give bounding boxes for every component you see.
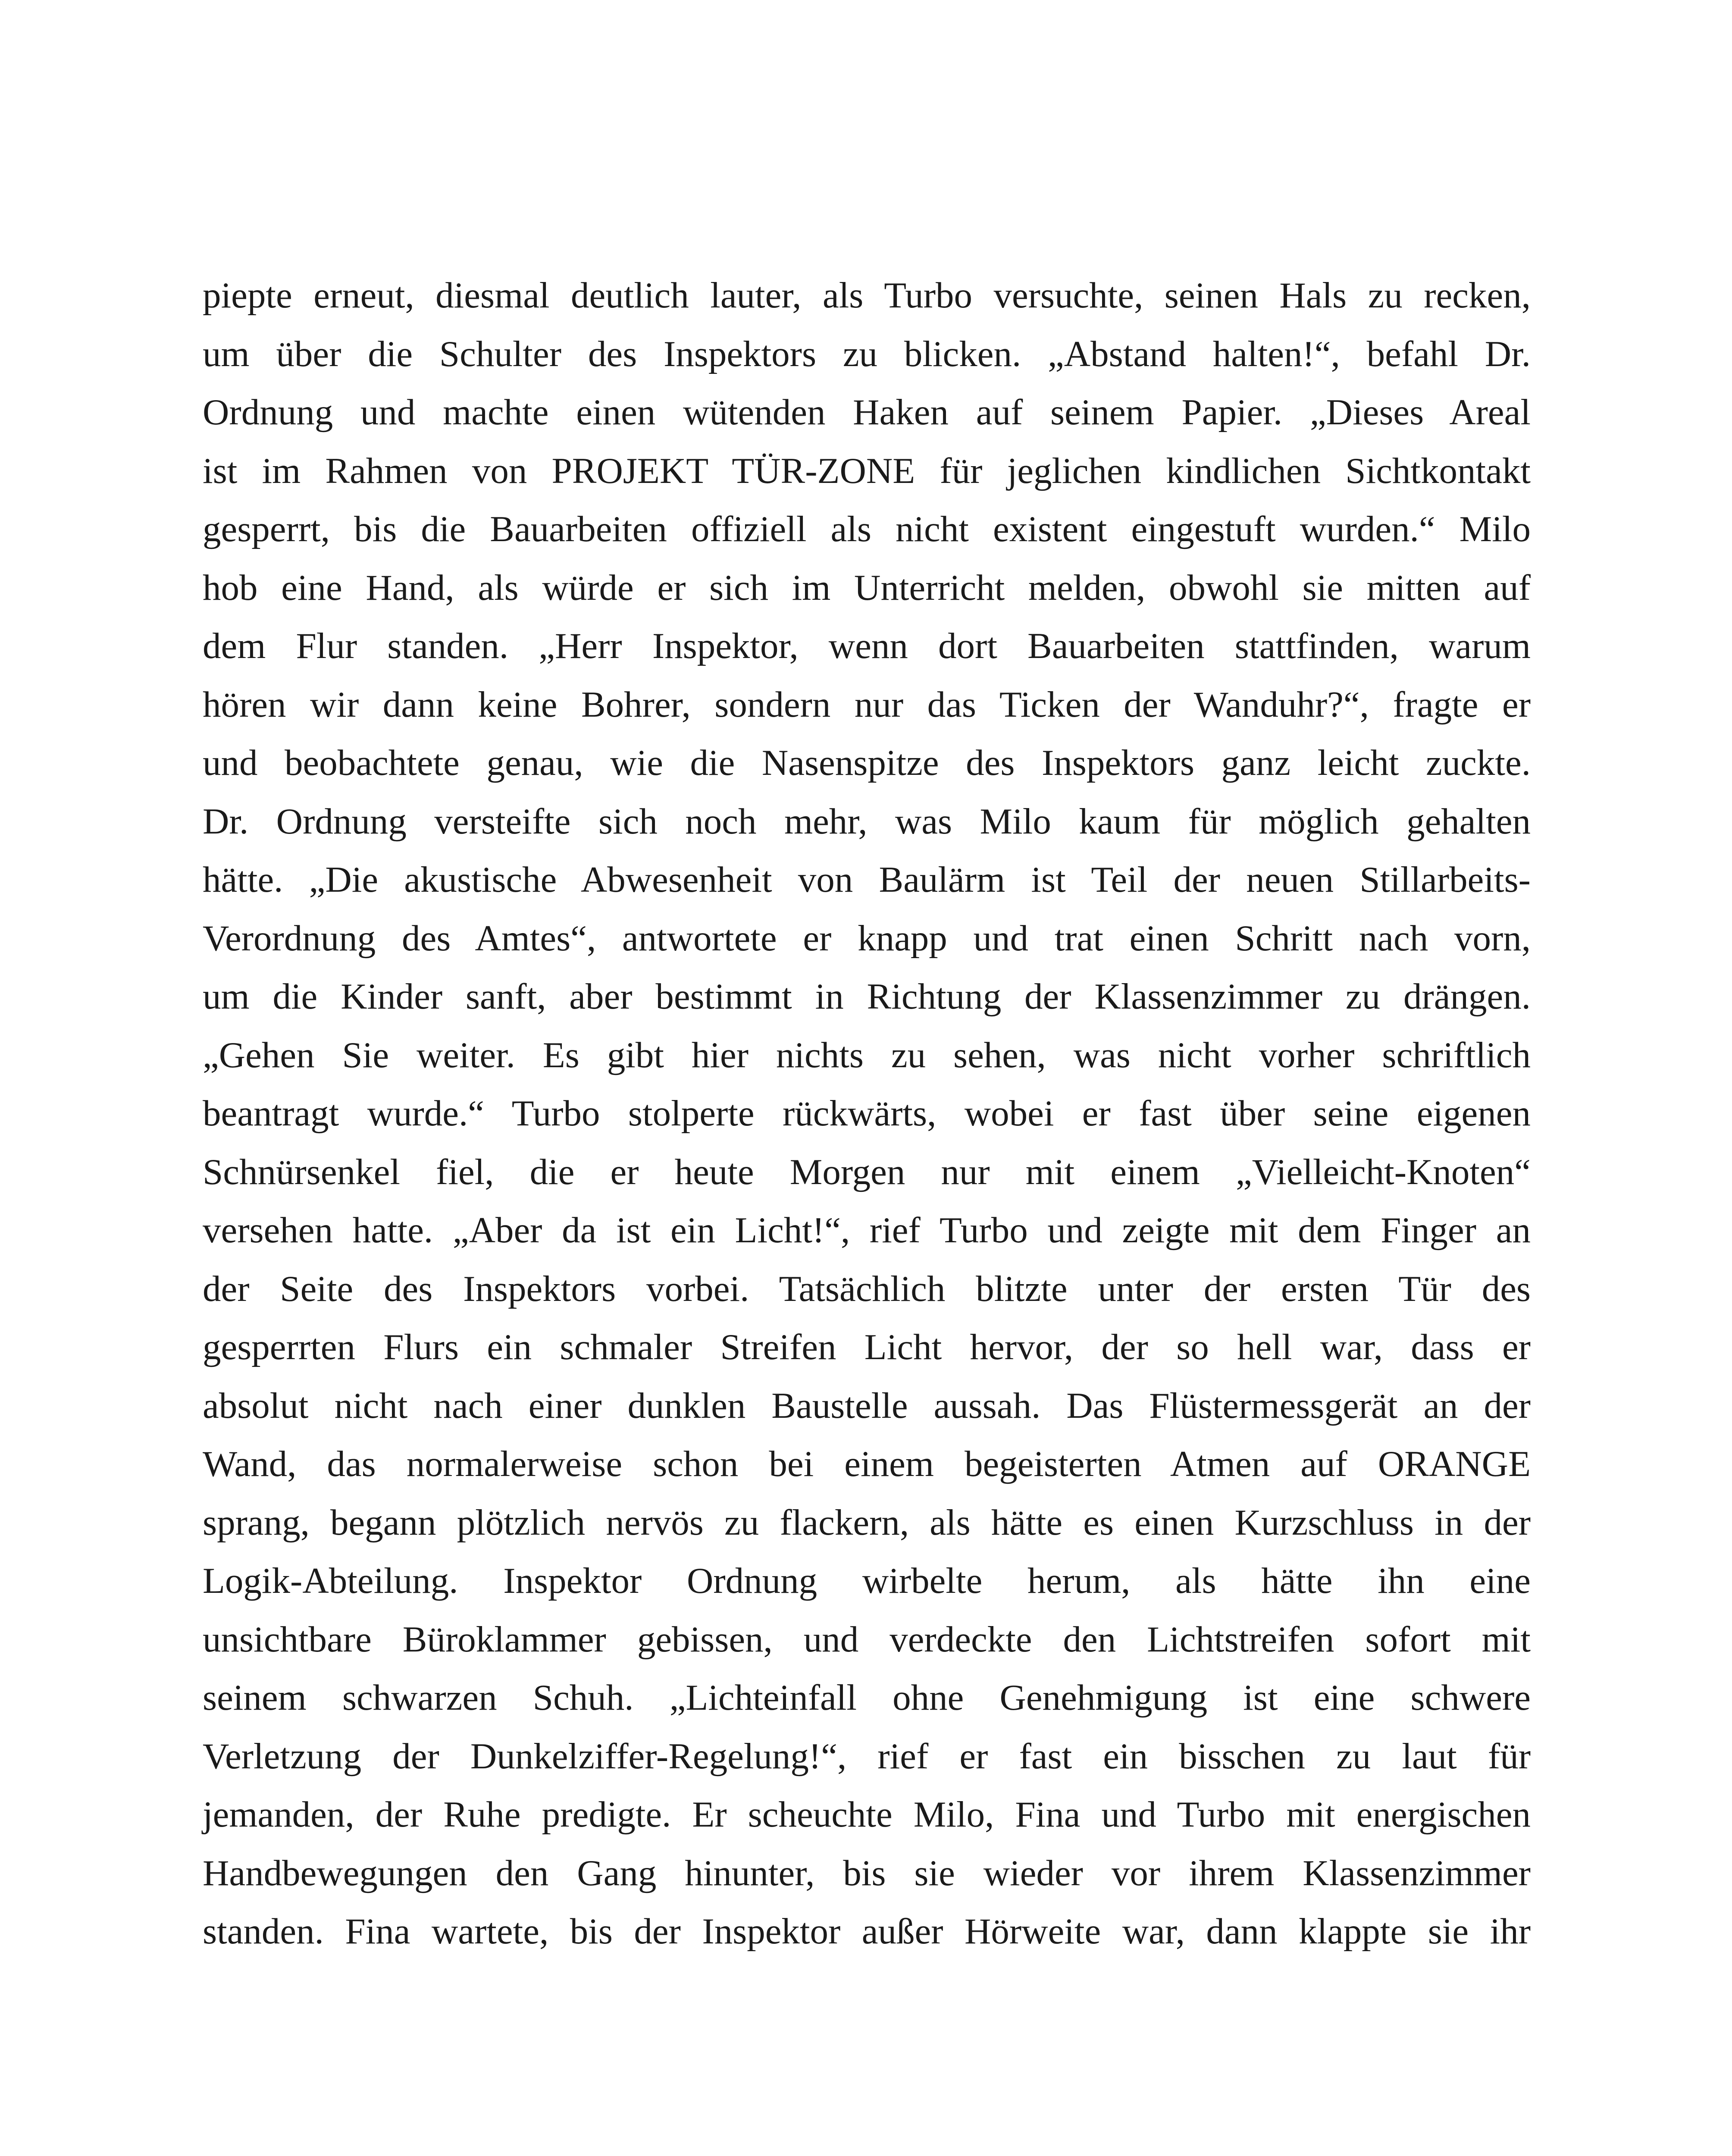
text-line: Wand, das normalerweise schon bei einem begeisterten Atmen auf ORANGE <box>203 1444 1531 1484</box>
text-line: um die Kinder sanft, aber bestimmt in Richtung der Klassenzimmer zu drängen. <box>203 976 1531 1017</box>
text-line: Verletzung der Dunkelziffer-Regelung!“, rief er fast ein bisschen zu laut für <box>203 1736 1531 1777</box>
text-line: ist im Rahmen von PROJEKT TÜR-ZONE für jeglichen kindlichen Sichtkontakt <box>203 450 1531 491</box>
text-line: beantragt wurde.“ Turbo stolperte rückwärts, wobei er fast über seine eigenen <box>203 1093 1531 1134</box>
text-line: gesperrten Flurs ein schmaler Streifen Licht hervor, der so hell war, dass er <box>203 1327 1531 1367</box>
text-line: hob eine Hand, als würde er sich im Unterricht melden, obwohl sie mitten auf <box>203 567 1531 608</box>
text-line: hören wir dann keine Bohrer, sondern nur das Ticken der Wanduhr?“, fragte er <box>203 684 1531 725</box>
text-line: Ordnung und machte einen wütenden Haken auf seinem Papier. „Dieses Areal <box>203 392 1531 432</box>
text-line: Handbewegungen den Gang hinunter, bis sie wieder vor ihrem Klassenzimmer <box>203 1852 1531 1893</box>
text-line: Verordnung des Amtes“, antwortete er knapp und trat einen Schritt nach vorn, <box>203 918 1531 959</box>
text-line: sprang, begann plötzlich nervös zu flackern, als hätte es einen Kurzschluss in der <box>203 1502 1531 1543</box>
text-line: absolut nicht nach einer dunklen Baustelle aussah. Das Flüstermessgerät an der <box>203 1385 1531 1426</box>
text-line: jemanden, der Ruhe predigte. Er scheuchte Milo, Fina und Turbo mit energischen <box>203 1794 1531 1835</box>
text-line: „Gehen Sie weiter. Es gibt hier nichts zu sehen, was nicht vorher schriftlich <box>203 1034 1531 1075</box>
text-line: dem Flur standen. „Herr Inspektor, wenn dort Bauarbeiten stattfinden, warum <box>203 626 1531 666</box>
text-line: gesperrt, bis die Bauarbeiten offiziell als nicht existent eingestuft wurden.“ Milo <box>203 509 1531 549</box>
text-line: standen. Fina wartete, bis der Inspektor außer Hörweite war, dann klappte sie ihr <box>203 1911 1531 1952</box>
text-line: und beobachtete genau, wie die Nasenspitze des Inspektors ganz leicht zuckte. <box>203 743 1531 783</box>
text-line: hätte. „Die akustische Abwesenheit von Baulärm ist Teil der neuen Stillarbeits- <box>203 859 1531 900</box>
text-line: um über die Schulter des Inspektors zu blicken. „Abstand halten!“, befahl Dr. <box>203 333 1531 374</box>
text-line: Dr. Ordnung versteifte sich noch mehr, was Milo kaum für möglich gehalten <box>203 801 1531 842</box>
text-line: seinem schwarzen Schuh. „Lichteinfall ohne Genehmigung ist eine schwere <box>203 1677 1531 1718</box>
text-line: unsichtbare Büroklammer gebissen, und verdeckte den Lichtstreifen sofort mit <box>203 1619 1531 1660</box>
text-line: der Seite des Inspektors vorbei. Tatsächlich blitzte unter der ersten Tür des <box>203 1268 1531 1309</box>
text-line: piepte erneut, diesmal deutlich lauter, als Turbo versuchte, seinen Hals zu recken, <box>203 275 1531 316</box>
body-text <box>203 266 1531 1961</box>
text-line: Logik-Abteilung. Inspektor Ordnung wirbelte herum, als hätte ihn eine <box>203 1561 1531 1601</box>
text-line: versehen hatte. „Aber da ist ein Licht!“, rief Turbo und zeigte mit dem Finger an <box>203 1210 1531 1250</box>
text-line: Schnürsenkel fiel, die er heute Morgen nur mit einem „Vielleicht-Knoten“ <box>203 1151 1531 1192</box>
